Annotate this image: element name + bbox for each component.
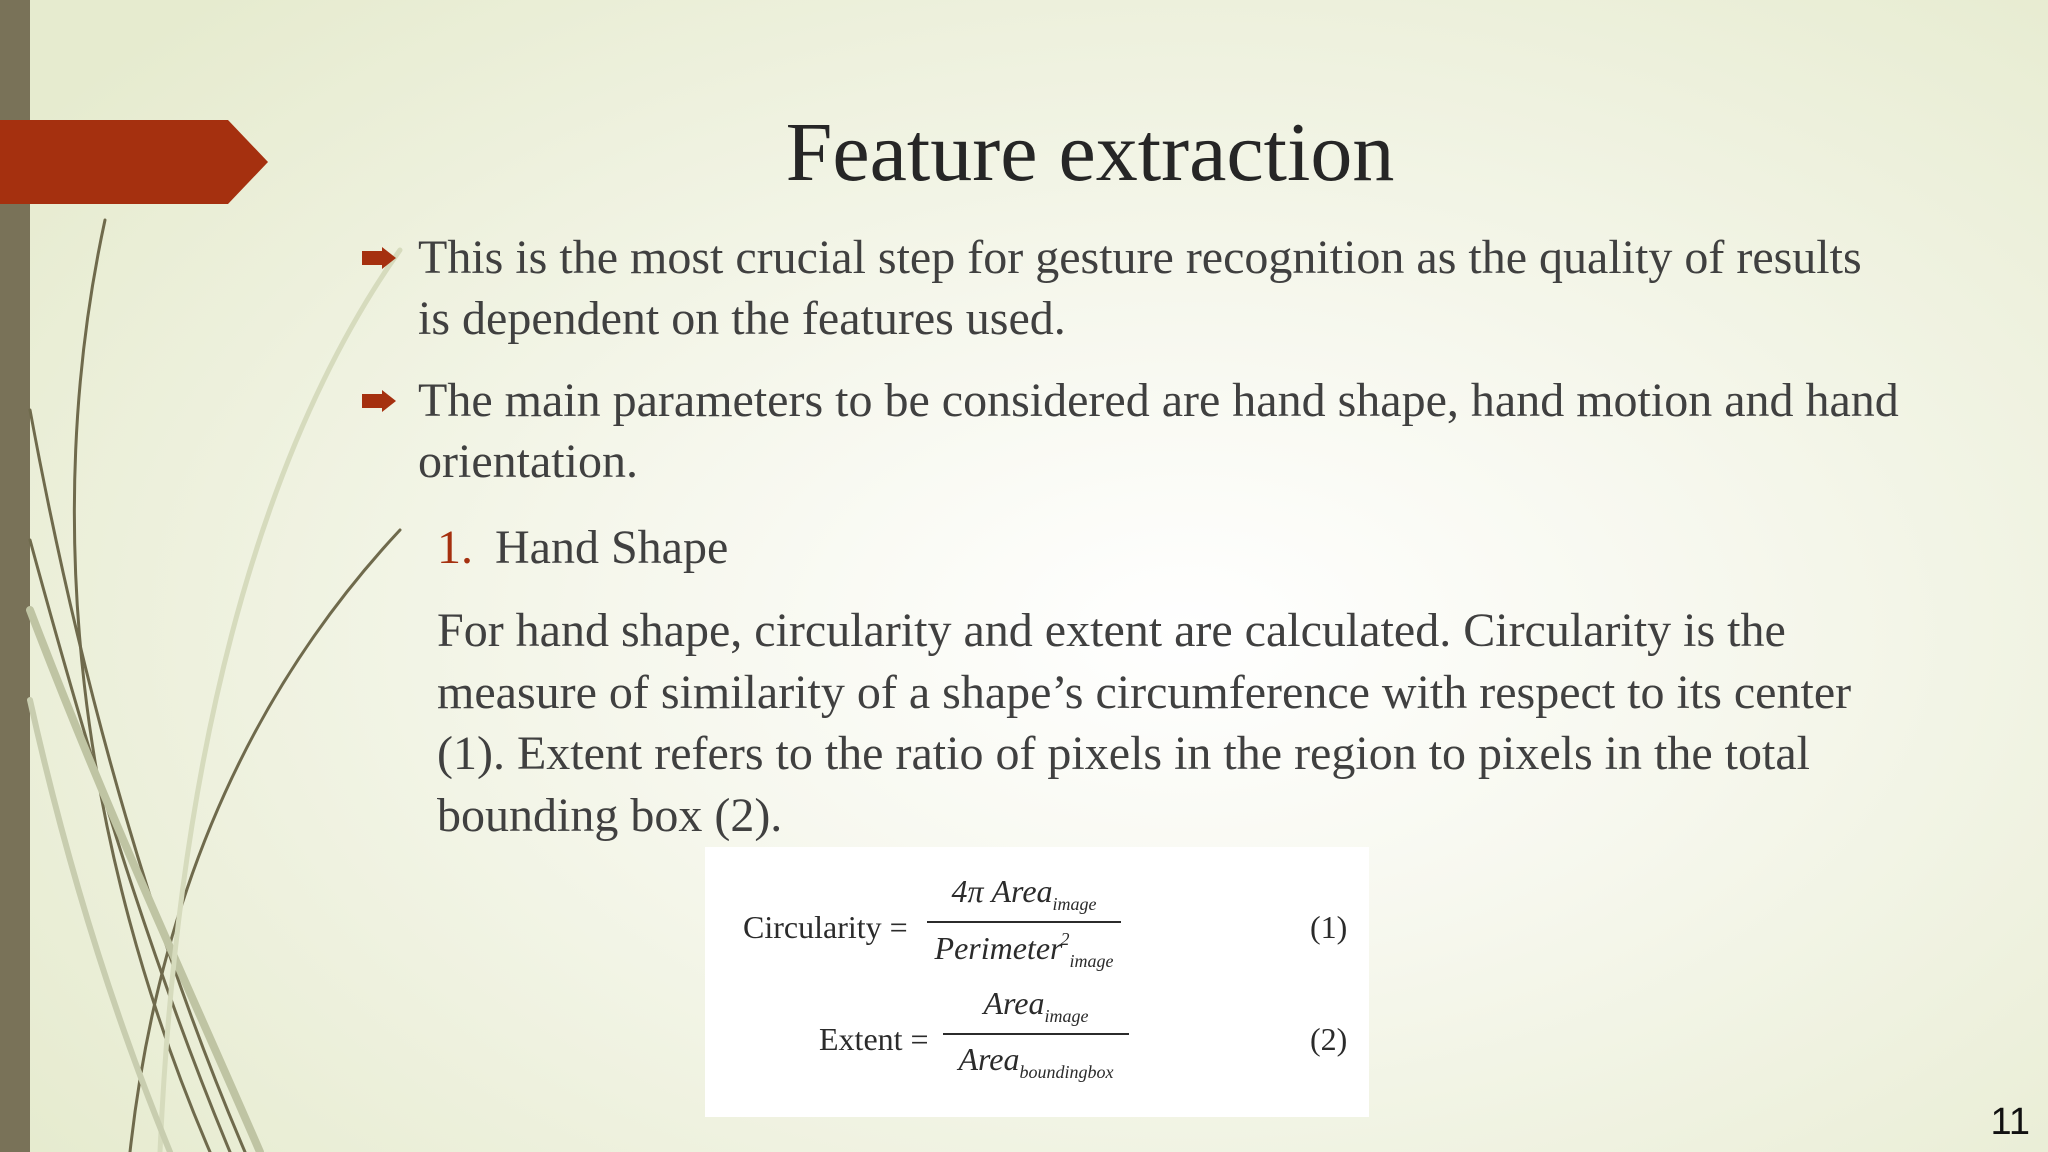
list-number: 1. <box>437 521 473 574</box>
bullet-text: The main parameters to be considered are hand shape, hand motion and hand orientation. <box>418 374 1899 488</box>
equation-number: (1) <box>1310 909 1348 945</box>
numerator-subscript: image <box>1052 894 1097 914</box>
bullet-item <box>362 370 1902 492</box>
hand-shape-paragraph: For hand shape, circularity and extent are calculated. Circularity is the measure of similarity of a shape’s circumference with respect to its center (1). Extent refers to the ratio of pixels in the region to pixels in the total bounding box (2). <box>437 604 1852 842</box>
arrow-bullet-icon <box>362 390 396 412</box>
fraction-denominator: Perimeter <box>934 930 1063 966</box>
formula-image <box>705 847 1369 1117</box>
formula-lhs: Circularity = <box>743 909 908 945</box>
arrow-bullet-icon <box>362 247 396 269</box>
circularity-fraction <box>927 873 1121 972</box>
denominator-subscript: image <box>1069 951 1114 971</box>
formula-lhs: Extent = <box>819 1021 929 1057</box>
numerator-subscript: image <box>1044 1006 1089 1026</box>
fraction-numerator: 4π Area <box>951 873 1053 909</box>
numbered-item-hand-shape <box>437 517 728 578</box>
equation-number: (2) <box>1310 1021 1348 1057</box>
extent-formula <box>705 977 1369 1097</box>
title-marker-arrow <box>0 120 268 204</box>
denominator-subscript: boundingbox <box>1019 1062 1114 1082</box>
fraction-numerator: Area <box>983 985 1045 1021</box>
fraction-denominator: Area <box>958 1041 1020 1077</box>
circularity-formula <box>705 865 1369 985</box>
fraction-bar <box>927 921 1121 923</box>
fraction-bar <box>943 1033 1129 1035</box>
page-number: 11 <box>1990 1101 2030 1143</box>
bullet-item <box>362 227 1902 349</box>
denominator-superscript: 2 <box>1060 929 1070 949</box>
slide-title: Feature extraction <box>785 106 1395 199</box>
extent-fraction <box>943 985 1129 1083</box>
bullet-text: This is the most crucial step for gesture recognition as the quality of results is dependent on the features used. <box>418 231 1862 345</box>
list-label: Hand Shape <box>495 521 729 574</box>
